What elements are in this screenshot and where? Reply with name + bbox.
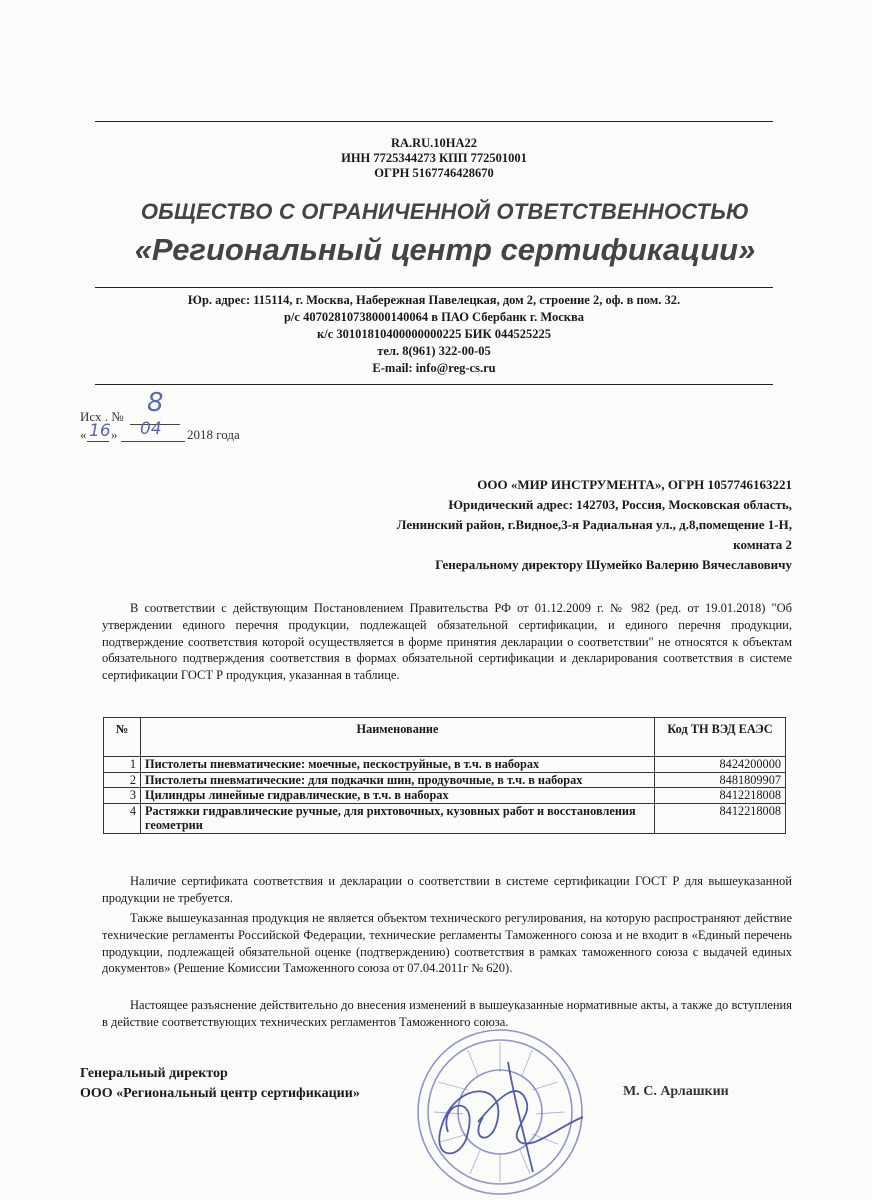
paragraph-certificates-text: Наличие сертификата соответствия и декларации о соответствии в системе сертификации ГОСТ Р для вышеуказанной продукции не требуется. — [102, 874, 792, 905]
company-type: ОБЩЕСТВО С ОГРАНИЧЕННОЙ ОТВЕТСТВЕННОСТЬЮ — [140, 199, 750, 224]
recipient-address-1: Юридический адрес: 142703, Россия, Московская область, — [448, 497, 792, 512]
signatory-name: М. С. Арлашкин — [623, 1084, 729, 1099]
row-code: 8481809907 — [655, 772, 786, 788]
table-row — [104, 803, 786, 833]
header-num: № — [104, 718, 141, 757]
bank-account: р/с 40702810738000140064 в ПАО Сбербанк г. Москва — [283, 310, 585, 324]
row-name: Пистолеты пневматические: моечные, пескоструйные, в т.ч. в наборах — [141, 757, 655, 773]
intro-paragraph — [102, 600, 792, 684]
month-underline — [121, 441, 185, 442]
signatory-title: Генеральный директор — [80, 1066, 228, 1081]
recipient-address-3: комната 2 — [733, 537, 792, 552]
outgoing-number-label: Исх . № — [80, 409, 124, 424]
registration-number: RA.RU.10НА22 — [390, 136, 478, 150]
date-close-quote: » — [111, 427, 118, 442]
signature-block — [80, 1064, 360, 1104]
row-code: 8412218008 — [655, 788, 786, 804]
phone: тел. 8(961) 322-00-05 — [377, 344, 491, 358]
date-year: 2018 года — [187, 427, 240, 442]
ogrn: ОГРН 5167746428670 — [374, 166, 494, 180]
row-number: 4 — [104, 803, 141, 833]
product-table — [103, 717, 786, 834]
legal-address: Юр. адрес: 115114, г. Москва, Набережная Павелецкая, дом 2, строение 2, оф. в пом. 32. — [187, 293, 681, 307]
date-open-quote: « — [80, 427, 87, 442]
table-row — [104, 757, 786, 773]
corr-account: к/с 30101810400000000225 БИК 044525225 — [317, 327, 551, 341]
row-number: 2 — [104, 772, 141, 788]
recipient-person: Генеральному директору Шумейко Валерию Вячеславовичу — [435, 557, 792, 572]
row-name: Пистолеты пневматические: для подкачки шин, продувочные, в т.ч. в наборах — [141, 772, 655, 788]
table-row — [104, 772, 786, 788]
date-month-handwritten: 04 — [140, 419, 162, 439]
recipient-block — [232, 475, 792, 575]
row-name: Цилиндры линейные гидравлические, в т.ч. в наборах — [141, 788, 655, 804]
paragraph-regulation — [102, 910, 792, 977]
day-underline — [87, 441, 109, 442]
top-rule — [95, 121, 773, 122]
header-code: Код ТН ВЭД ЕАЭС — [655, 718, 786, 757]
outgoing-number-handwritten: 8 — [147, 388, 164, 418]
row-number: 3 — [104, 788, 141, 804]
row-number: 1 — [104, 757, 141, 773]
recipient-address-2: Ленинский район, г.Видное,3-я Радиальная ул., д.8,помещение 1-Н, — [396, 517, 792, 532]
row-code: 8424200000 — [655, 757, 786, 773]
header-name: Наименование — [141, 718, 655, 757]
date-day-handwritten: 16 — [89, 421, 111, 441]
inn-kpp: ИНН 7725344273 КПП 772501001 — [341, 151, 527, 165]
paragraph-certificates — [102, 873, 792, 907]
row-code: 8412218008 — [655, 803, 786, 833]
middle-rule — [95, 287, 773, 288]
table-row — [104, 788, 786, 804]
company-name: «Региональный центр сертификации» — [134, 232, 756, 267]
table-header-row — [104, 718, 786, 757]
requisites-block — [95, 292, 773, 377]
paragraph-regulation-text: Также вышеуказанная продукция не является объектом технического регулирования, на которую распространяют действие технические регламенты Российской Федерации, технические регламенты Таможенного союза и не входит в «Единый перечень продукции, подлежащей обязательной оценке (подтверждению) соответствия в рамках таможенного союза с выдачей единых документов» (Решение Комиссии Таможенного союза от 07.04.2011г № 620). — [102, 911, 792, 976]
signatory-org: ООО «Региональный центр сертификации» — [80, 1086, 360, 1101]
row-name: Растяжки гидравлические ручные, для рихтовочных, кузовных работ и восстановления геометрии — [141, 803, 655, 833]
round-seal-stamp — [408, 1022, 598, 1200]
bottom-rule — [95, 384, 773, 385]
paragraph-validity-text: Настоящее разъяснение действительно до внесения изменений в вышеуказанные нормативные акты, а также до вступления в действие соответствующих технических регламентов Таможенного союза. — [102, 998, 792, 1029]
registration-block — [95, 136, 773, 181]
intro-text: В соответствии с действующим Постановлением Правительства РФ от 01.12.2009 г. № 982 (ред. от 19.01.2018) "Об утверждении единого перечня продукции, подлежащей обязательной сертификации, и единого перечня продукции, подтверждение соответствия которой осуществляется в форме принятия декларации о соответствии" не относятся к объектам обязательного подтверждения соответствия в формах обязательной сертификации и декларирования соответствия в системе сертификации ГОСТ Р продукция, указанная в таблице. — [102, 601, 792, 683]
recipient-company: ООО «МИР ИНСТРУМЕНТА», ОГРН 1057746163221 — [477, 477, 792, 492]
email: E-mail: info@reg-cs.ru — [372, 361, 496, 375]
